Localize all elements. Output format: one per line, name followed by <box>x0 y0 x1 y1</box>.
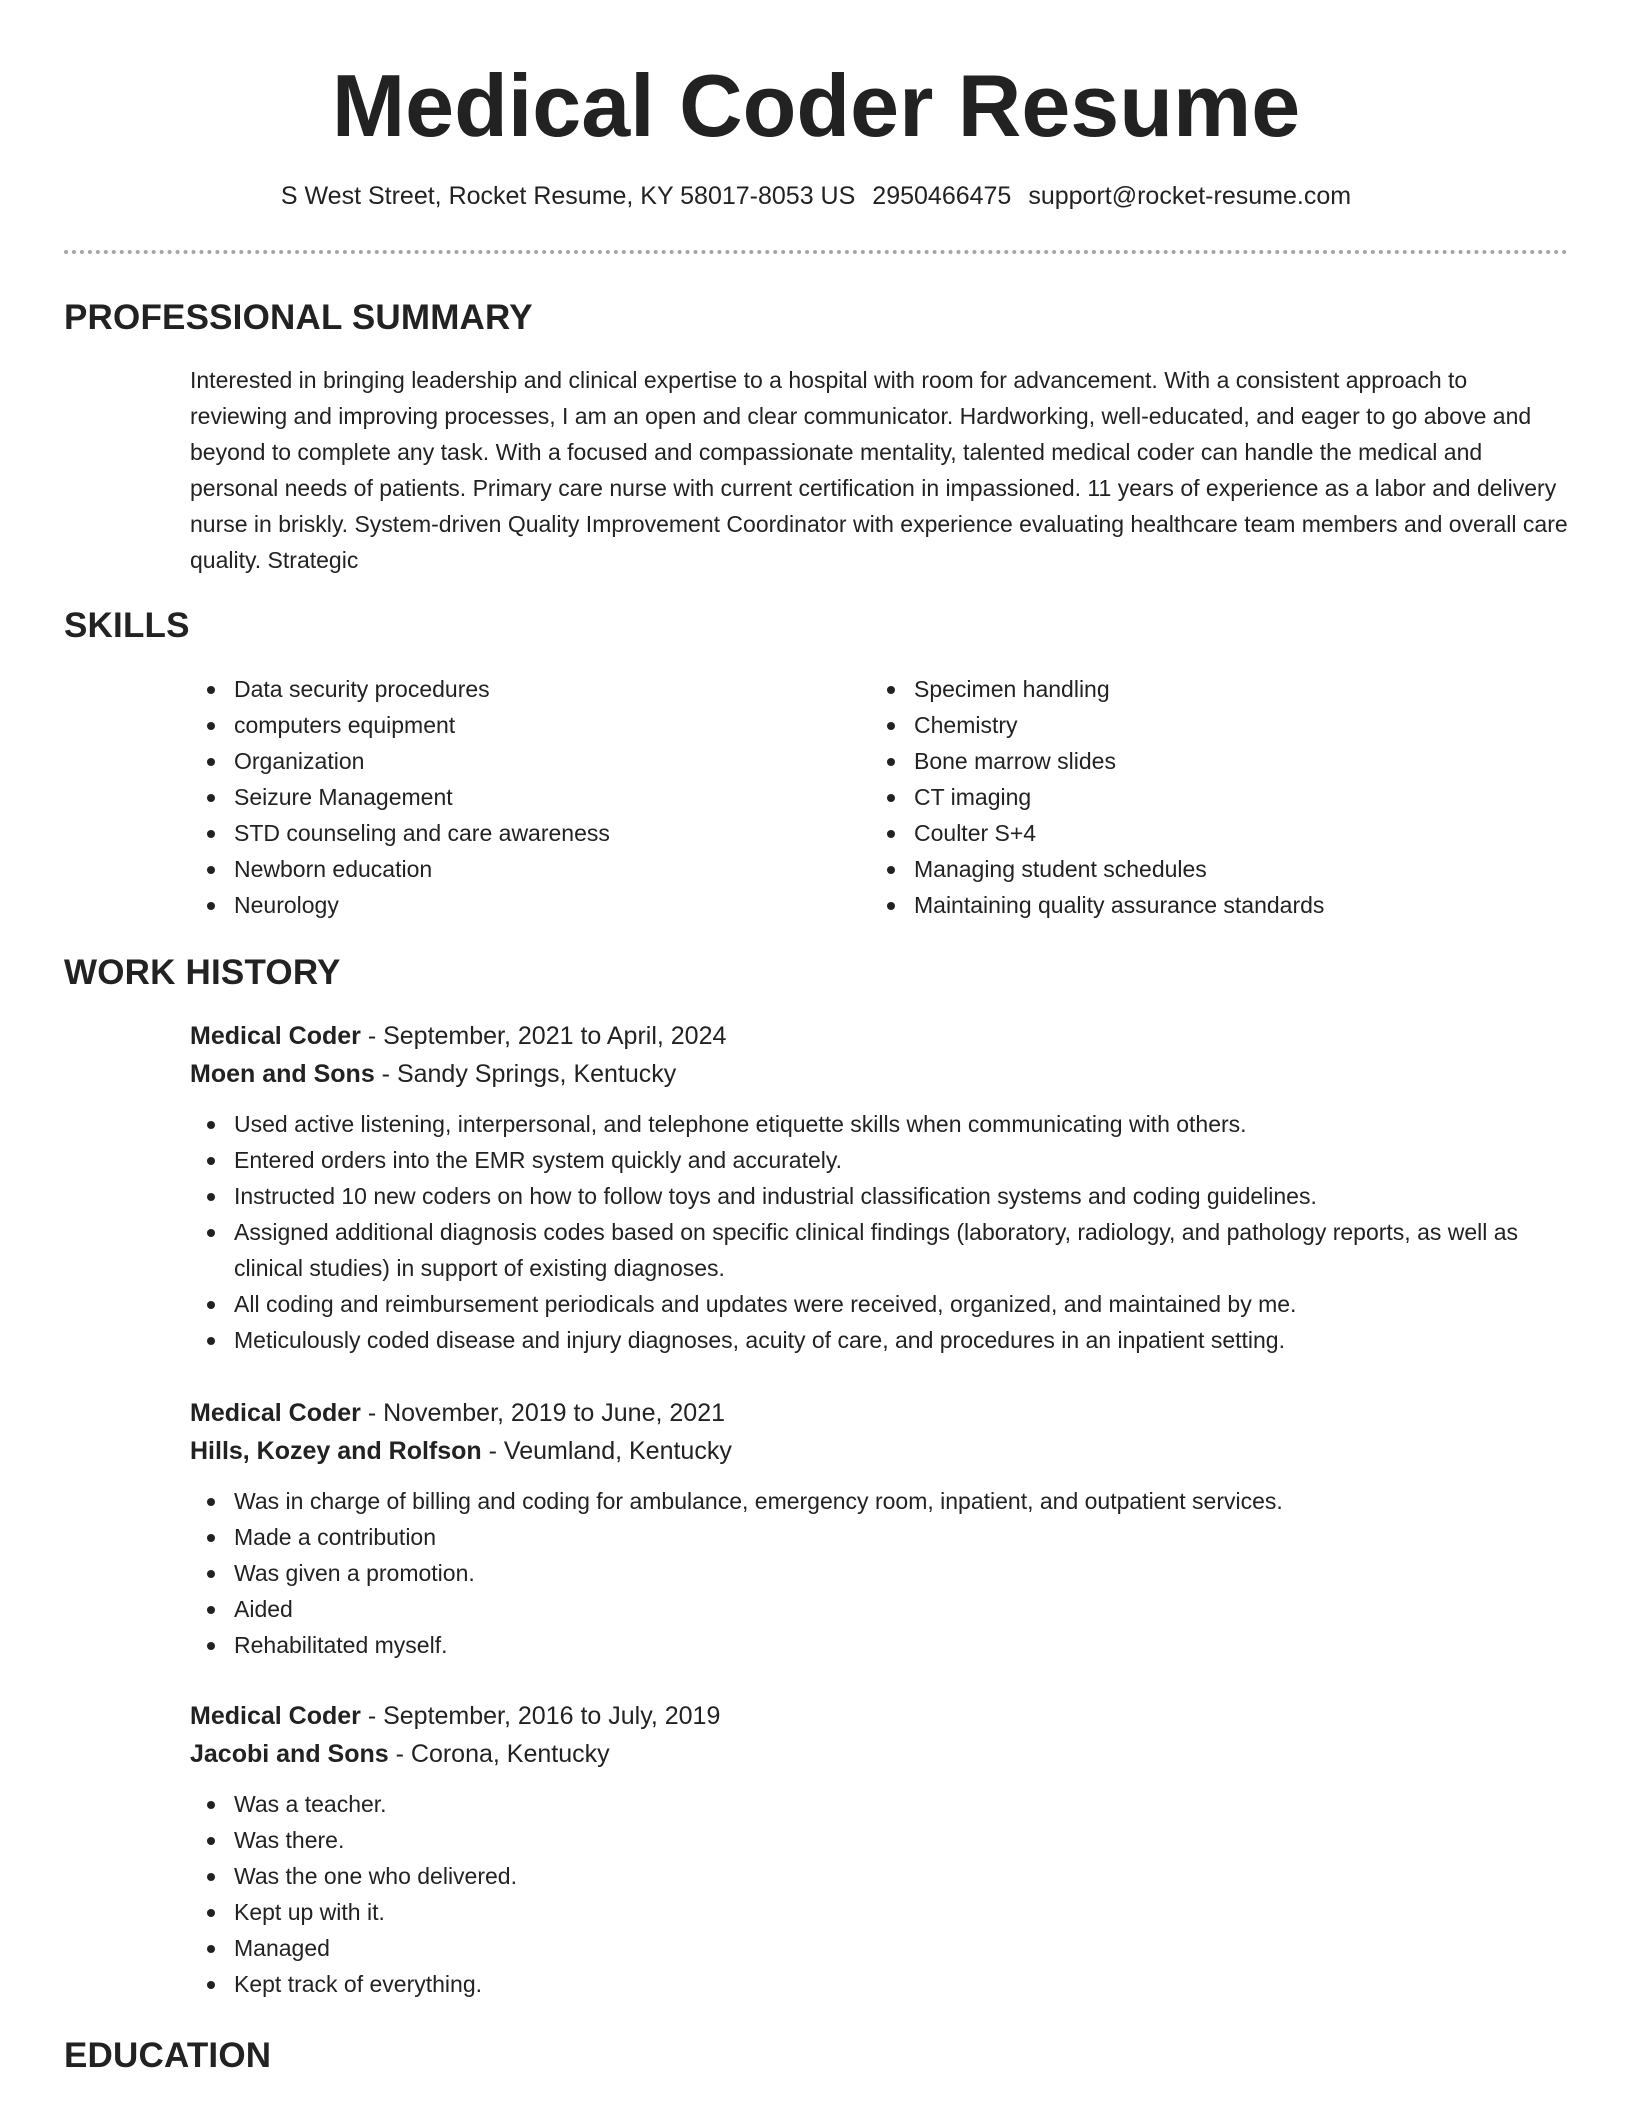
job-location: - Corona, Kentucky <box>388 1740 610 1768</box>
job-bullet-text: All coding and reimbursement periodicals and updates were received, organized, and maintained by me. <box>234 1291 1297 1317</box>
skill-item <box>870 815 1550 851</box>
bullet-icon <box>887 902 895 910</box>
skill-item <box>870 707 1550 743</box>
job-bullet <box>190 1214 1568 1286</box>
job-bullet <box>190 1555 1568 1591</box>
skill-item <box>190 887 870 923</box>
skill-item <box>190 743 870 779</box>
bullet-icon <box>207 794 215 802</box>
job-bullet <box>190 1591 1568 1627</box>
bullet-icon <box>887 866 895 874</box>
job-bullet <box>190 1966 1568 2002</box>
job-dates: - September, 2016 to July, 2019 <box>360 1702 721 1730</box>
contact-phone: 2950466475 <box>872 182 1012 210</box>
bullet-icon <box>207 1606 215 1614</box>
job-bullet <box>190 1822 1568 1858</box>
skills-section <box>190 671 1568 923</box>
job-bullet-text: Instructed 10 new coders on how to follow toys and industrial classification systems and coding guidelines. <box>234 1183 1317 1209</box>
bullet-icon <box>207 722 215 730</box>
job-bullet-text: Meticulously coded disease and injury diagnoses, acuity of care, and procedures in an inpatient setting. <box>234 1327 1285 1353</box>
skills-column-right <box>870 671 1550 923</box>
job-bullet <box>190 1142 1568 1178</box>
skill-item-text: Neurology <box>234 892 339 918</box>
resume-title: Medical Coder Resume <box>331 56 1301 155</box>
skill-item-text: Coulter S+4 <box>914 820 1037 846</box>
skill-item-text: STD counseling and care awareness <box>234 820 610 846</box>
job-bullet-text: Used active listening, interpersonal, and telephone etiquette skills when communicating with others. <box>234 1111 1247 1137</box>
bullet-icon <box>887 686 895 694</box>
skill-item-text: Specimen handling <box>914 676 1110 702</box>
job-dates: - November, 2019 to June, 2021 <box>360 1399 725 1427</box>
job-company: Jacobi and Sons <box>190 1740 389 1768</box>
skill-item-text: computers equipment <box>234 712 456 738</box>
job-bullet-text: Kept track of everything. <box>234 1971 483 1997</box>
job-title-line <box>190 1017 1568 1055</box>
job-entry <box>190 1697 1568 2002</box>
education-heading: EDUCATION <box>64 2036 272 2075</box>
bullet-icon <box>207 1642 215 1650</box>
bullet-icon <box>207 686 215 694</box>
bullet-icon <box>207 1873 215 1881</box>
bullet-icon <box>207 1301 215 1309</box>
job-bullet-text: Was there. <box>234 1827 345 1853</box>
job-location: - Veumland, Kentucky <box>481 1437 732 1465</box>
job-bullet <box>190 1322 1568 1358</box>
bullet-icon <box>207 1570 215 1578</box>
job-bullet <box>190 1178 1568 1214</box>
bullet-icon <box>207 866 215 874</box>
job-bullet <box>190 1483 1568 1519</box>
job-bullet <box>190 1894 1568 1930</box>
contact-email: support@rocket-resume.com <box>1028 182 1352 210</box>
job-company-line <box>190 1432 1568 1470</box>
job-bullet-text: Was given a promotion. <box>234 1560 475 1586</box>
bullet-icon <box>207 1337 215 1345</box>
contact-info <box>0 180 1632 212</box>
job-bullet-text: Kept up with it. <box>234 1899 385 1925</box>
skill-item <box>870 779 1550 815</box>
bullet-icon <box>207 1837 215 1845</box>
job-bullet-text: Rehabilitated myself. <box>234 1632 448 1658</box>
job-company: Moen and Sons <box>190 1060 375 1088</box>
skill-item-text: Data security procedures <box>234 676 490 702</box>
job-bullet-text: Made a contribution <box>234 1524 437 1550</box>
job-bullet-text: Entered orders into the EMR system quickly and accurately. <box>234 1147 843 1173</box>
bullet-icon <box>887 830 895 838</box>
job-entry <box>190 1394 1568 1663</box>
job-bullet-text: Was the one who delivered. <box>234 1863 517 1889</box>
skill-item-text: Organization <box>234 748 365 774</box>
bullet-icon <box>887 794 895 802</box>
job-bullet <box>190 1106 1568 1142</box>
job-title: Medical Coder <box>190 1022 361 1050</box>
skill-item <box>870 671 1550 707</box>
job-title-line <box>190 1697 1568 1735</box>
job-bullet-text: Was a teacher. <box>234 1791 387 1817</box>
skill-item <box>870 743 1550 779</box>
skill-item <box>190 779 870 815</box>
job-title-line <box>190 1394 1568 1432</box>
bullet-icon <box>207 1498 215 1506</box>
job-bullet <box>190 1286 1568 1322</box>
bullet-icon <box>887 758 895 766</box>
skill-item <box>190 707 870 743</box>
bullet-icon <box>207 1157 215 1165</box>
skill-item-text: Chemistry <box>914 712 1018 738</box>
job-bullet <box>190 1519 1568 1555</box>
skill-item-text: CT imaging <box>914 784 1032 810</box>
bullet-icon <box>207 830 215 838</box>
summary-text: Interested in bringing leadership and clinical expertise to a hospital with room for advancement. With a consistent approach to reviewing and improving processes, I am an open and clear communicator. Hardworking, well-educated, and eager to go above and beyond to complete any task. With a focused and compassionate mentality, talented medical coder can handle the medical and personal needs of patients. Primary care nurse with current certification in impassioned. 11 years of experience as a labor and delivery nurse in briskly. System-driven Quality Improvement Coordinator with experience evaluating healthcare team members and overall care quality. Strategic <box>190 367 1568 573</box>
summary-heading: PROFESSIONAL SUMMARY <box>64 298 533 337</box>
skill-item-text: Seizure Management <box>234 784 453 810</box>
job-bullet-text: Aided <box>234 1596 293 1622</box>
bullet-icon <box>207 1801 215 1809</box>
skills-column-left <box>190 671 870 923</box>
job-bullet <box>190 1786 1568 1822</box>
bullet-icon <box>207 758 215 766</box>
skill-item-text: Maintaining quality assurance standards <box>914 892 1325 918</box>
job-bullet <box>190 1858 1568 1894</box>
bullet-icon <box>887 722 895 730</box>
job-title: Medical Coder <box>190 1702 361 1730</box>
skill-item-text: Managing student schedules <box>914 856 1207 882</box>
bullet-icon <box>207 1909 215 1917</box>
job-bullet <box>190 1627 1568 1663</box>
skills-heading: SKILLS <box>64 606 190 645</box>
skill-item <box>190 815 870 851</box>
job-bullet-text: Managed <box>234 1935 330 1961</box>
skill-item <box>870 851 1550 887</box>
bullet-icon <box>207 1121 215 1129</box>
skill-item <box>870 887 1550 923</box>
skill-item-text: Newborn education <box>234 856 433 882</box>
job-entry <box>190 1017 1568 1358</box>
job-dates: - September, 2021 to April, 2024 <box>360 1022 727 1050</box>
header-divider <box>64 250 1568 254</box>
summary-section <box>190 362 1568 578</box>
bullet-icon <box>207 902 215 910</box>
job-title: Medical Coder <box>190 1399 361 1427</box>
skill-item <box>190 851 870 887</box>
job-bullet-text: Assigned additional diagnosis codes based on specific clinical findings (laboratory, radiology, and pathology reports, as well as clinical studies) in support of existing diagnoses. <box>234 1219 1519 1281</box>
job-company-line <box>190 1055 1568 1093</box>
job-location: - Sandy Springs, Kentucky <box>374 1060 677 1088</box>
job-company-line <box>190 1735 1568 1773</box>
work-heading: WORK HISTORY <box>64 953 341 992</box>
bullet-icon <box>207 1534 215 1542</box>
job-bullet <box>190 1930 1568 1966</box>
skill-item <box>190 671 870 707</box>
bullet-icon <box>207 1229 215 1237</box>
bullet-icon <box>207 1945 215 1953</box>
job-bullet-text: Was in charge of billing and coding for ambulance, emergency room, inpatient, and outpatient services. <box>234 1488 1283 1514</box>
skill-item-text: Bone marrow slides <box>914 748 1116 774</box>
bullet-icon <box>207 1981 215 1989</box>
contact-address: S West Street, Rocket Resume, KY 58017-8053 US <box>280 182 856 210</box>
job-company: Hills, Kozey and Rolfson <box>190 1437 482 1465</box>
bullet-icon <box>207 1193 215 1201</box>
